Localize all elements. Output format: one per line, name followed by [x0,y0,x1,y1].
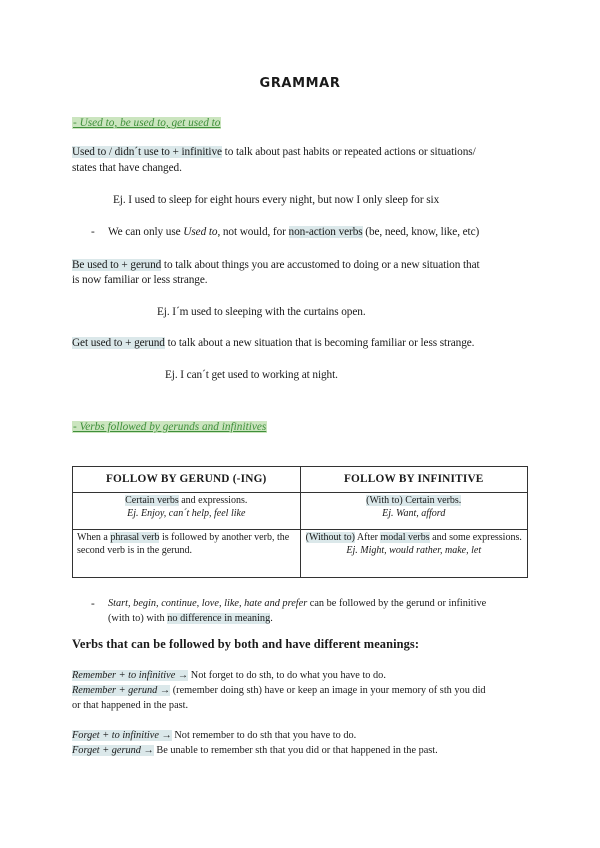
be-used-to-rule-line2: is now familiar or less strange. [72,274,208,286]
used-to-example: Ej. I used to sleep for eight hours every night, but now I only sleep for six [113,194,440,206]
non-action-verbs-note: We can only use Used to, not would, for non-action verbs (be, need, know, like, etc) [108,226,480,238]
used-to-formula: Used to / didn´t use to + infinitive [72,146,222,158]
table-row [73,493,528,530]
table-cell-infinitive-without-to: (Without to) After modal verbs and some expressions. Ej. Might, would rather, make, let [300,530,528,578]
remember-gerund: Remember + gerund → (remember doing sth) have or keep an image in your memory of sth you did [72,685,486,696]
section-heading-used-to: - Used to, be used to, get used to [73,117,221,129]
get-used-to-formula: Get used to + gerund [72,337,165,349]
forget-to-infinitive: Forget + to infinitive → Not remember to do sth that you have to do. [72,730,357,741]
no-difference-note-line1: Start, begin, continue, love, like, hate and prefer can be followed by the gerund or infinitive [108,598,487,609]
be-used-to-rule-line1: Be used to + gerund to talk about things you are accustomed to doing or a new situation that [72,259,480,271]
bullet-dash: - [91,226,95,238]
forget-gerund: Forget + gerund → Be unable to remember sth that you did or that happened in the past. [72,745,438,756]
section-heading-gerunds-infinitives: - Verbs followed by gerunds and infinitives [73,421,267,433]
table-cell-gerund-certain-verbs: Certain verbs and expressions. Ej. Enjoy, can´t help, feel like [73,493,301,530]
used-to-rule-line1: Used to / didn´t use to + infinitive to talk about past habits or repeated actions or situations/ [72,146,476,158]
gerund-infinitive-table [72,466,528,578]
get-used-to-example: Ej. I can´t get used to working at night. [165,369,338,381]
table-cell-gerund-phrasal-verb: When a phrasal verb is followed by another verb, the second verb is in the gerund. [73,530,301,578]
be-used-to-example: Ej. I´m used to sleeping with the curtains open. [157,306,366,318]
no-difference-note-line2: (with to) with no difference in meaning. [108,613,273,624]
table-cell-infinitive-with-to: (With to) Certain verbs. Ej. Want, afford [300,493,528,530]
be-used-to-formula: Be used to + gerund [72,259,162,271]
table-header-row [73,467,528,493]
table-row [73,530,528,578]
bullet-dash: - [91,598,95,610]
remember-gerund-line2: or that happened in the past. [72,700,189,711]
different-meanings-heading: Verbs that can be followed by both and have different meanings: [72,637,420,651]
column-header-gerund: FOLLOW BY GERUND (-ING) [73,467,301,493]
column-header-infinitive: FOLLOW BY INFINITIVE [300,467,528,493]
get-used-to-rule: Get used to + gerund to talk about a new situation that is becoming familiar or less strange. [72,337,475,349]
remember-to-infinitive: Remember + to infinitive → Not forget to do sth, to do what you have to do. [72,670,386,681]
used-to-rule-line2: states that have changed. [72,162,182,174]
page-title: GRAMMAR [259,76,341,91]
